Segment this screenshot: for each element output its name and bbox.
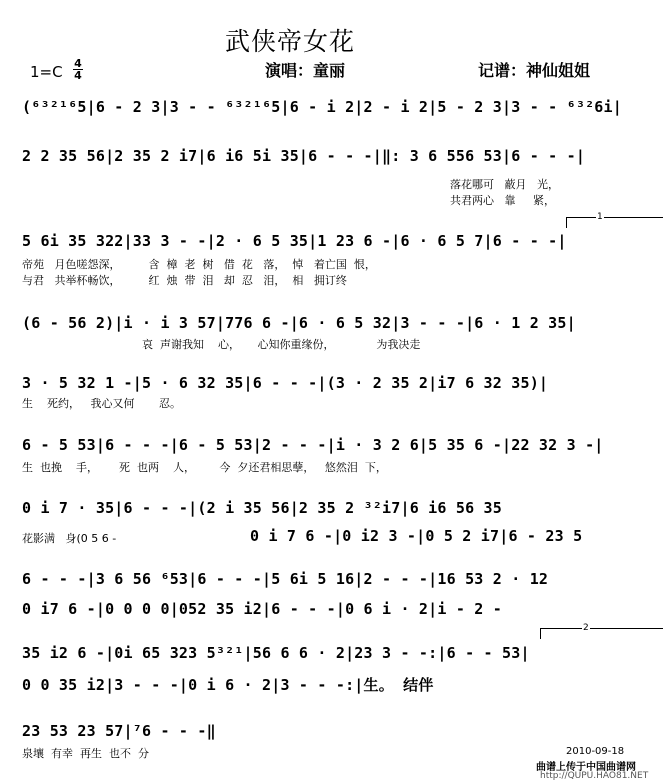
lyric-line: 共君两心 靠 紧， [450, 194, 555, 207]
notation-line: 6 - 5 53|6 - - -|6 - 5 53|2 - - -|i · 3 2 6|5 35 6 -|22 32 3 -| [22, 436, 604, 454]
notation-line: 3 · 5 32 1 -|5 · 6 32 35|6 - - -|(3 · 2 35 2|i7 6 32 35)| [22, 374, 549, 392]
time-signature [72, 58, 84, 81]
notation-line-lower: 0 0 35 i2|3 - - -|0 i 6 · 2|3 - - -:|生。 结伴 [22, 676, 434, 694]
notation-line-lower: 0 i 7 6 -|0 i2 3 -|0 5 2 i7|6 - 23 5 [250, 527, 583, 545]
notation-line: 5 6i 35 322|33 3 - -|2 · 6 5 35|1 23 6 -|6 · 6 5 7|6 - - -| [22, 232, 567, 250]
lyric-line: 生 死约， 我心又何 忍。 [22, 397, 181, 410]
time-signature-top: 4 [74, 57, 82, 70]
volta-bracket-1 [566, 217, 663, 228]
lyric-line: 花影满 身(0 5 6 - [22, 532, 117, 545]
notation-line: 0 i 7 · 35|6 - - -|(2 i 35 56|2 35 2 ³²i7|6 i6 56 35 [22, 499, 502, 517]
site-url: http://QUPU.HAO81.NET [540, 771, 649, 781]
upload-date: 2010-09-18 [566, 746, 625, 757]
notation-line: (6 - 56 2)|i · i 3 57|776 6 -|6 · 6 5 32|3 - - -|6 · 1 2 35| [22, 314, 576, 332]
notation-line: (⁶³²¹⁶5|6 - 2 3|3 - - ⁶³²¹⁶5|6 - i 2|2 - i 2|5 - 2 3|3 - - ⁶³²6i| [22, 98, 622, 116]
lyric-line: 泉壤 有幸 再生 也不 分 [22, 747, 149, 760]
key-signature: 1=C [30, 63, 63, 81]
lyric-line: 生 也挽 手， 死 也两 人， 今 夕还君相思孽， 悠然泪 下， [22, 461, 387, 474]
lyric-line: 与君 共举杯畅饮， 红 烛 带 泪 却 忍 泪， 相 拥订终 [22, 274, 347, 287]
notation-line: 35 i2 6 -|0i 65 323 5³²¹|56 6 6 · 2|23 3 - -:|6 - - 53| [22, 644, 530, 662]
singer-credit: 演唱：童丽 [265, 61, 346, 80]
notation-line-lower: 0 i7 6 -|0 0 0 0|052 35 i2|6 - - -|0 6 i · 2|i - 2 - [22, 600, 502, 618]
song-title: 武侠帝女花 [225, 27, 356, 56]
lyric-line: 落花哪可 蔽月 光， [450, 178, 559, 191]
lyric-line: 哀 声谢我知 心， 心知你重缘份， 为我决走 [142, 338, 421, 351]
transcriber-credit: 记谱：神仙姐姐 [478, 61, 591, 80]
notation-line: 23 53 23 57|⁷6 - - -‖ [22, 722, 216, 740]
volta-number-2: 2 [583, 623, 589, 633]
notation-line: 2 2 35 56|2 35 2 i7|6 i6 5i 35|6 - - -|‖: 3 6 556 53|6 - - -| [22, 147, 586, 165]
time-signature-bottom: 4 [74, 69, 82, 82]
notation-line: 6 - - -|3 6 56 ⁶53|6 - - -|5 6i 5 16|2 - - -|16 53 2 · 12 [22, 570, 549, 588]
site-credit: 曲谱上传于中国曲谱网 [536, 762, 636, 773]
lyric-line: 帝苑 月色嗟怨深， 含 樟 老 树 借 花 落， 悼 着亡国 恨， [22, 258, 376, 271]
volta-bracket-2 [540, 628, 663, 639]
volta-number-1: 1 [597, 212, 603, 222]
